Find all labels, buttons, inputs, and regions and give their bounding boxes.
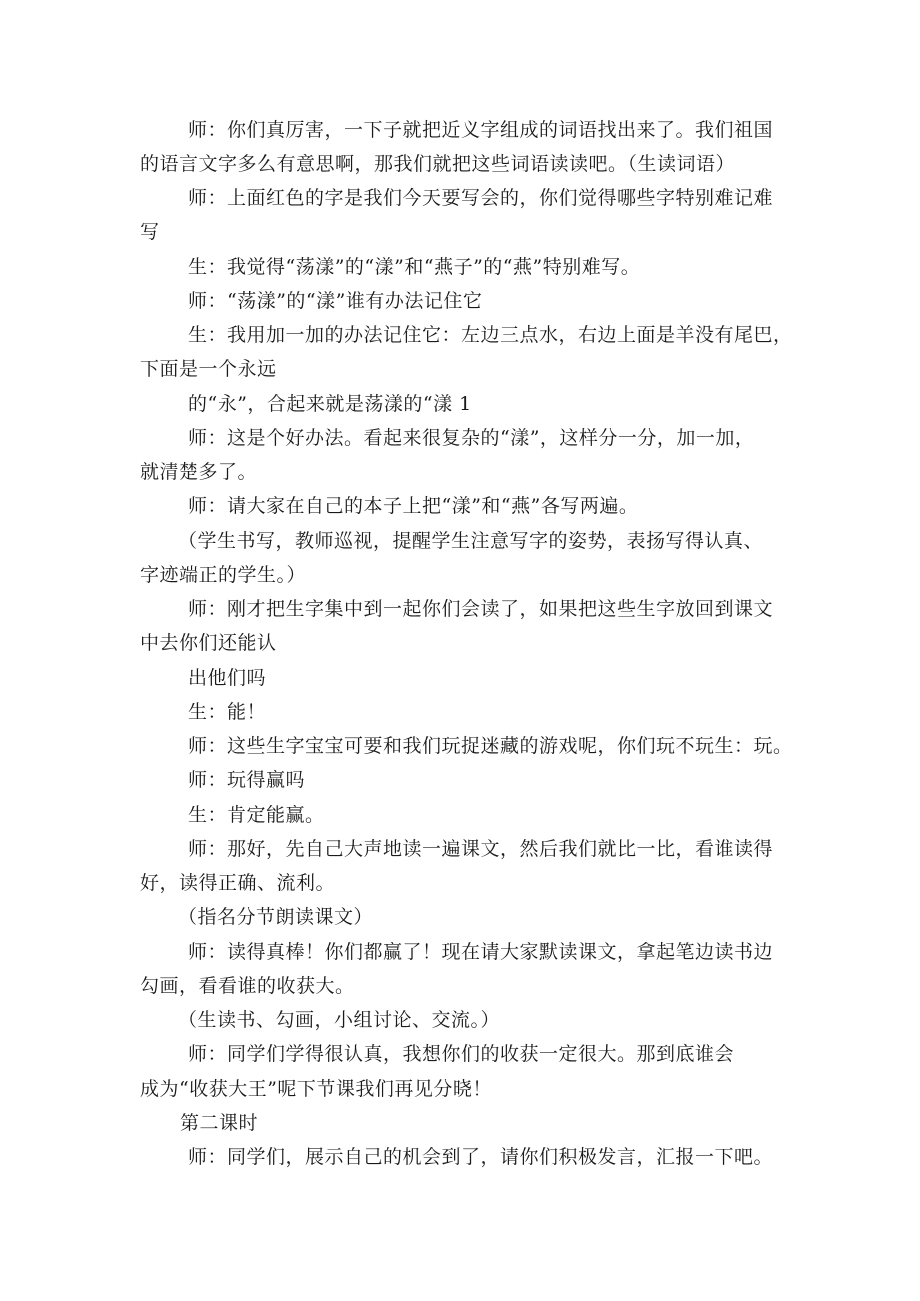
text-line: 生：能！: [188, 701, 267, 723]
text-line: 师：玩得赢吗: [188, 769, 306, 791]
text-line: 中去你们还能认: [140, 632, 277, 654]
text-line: 师：上面红色的字是我们今天要写会的，你们觉得哪些字特别难记难: [188, 187, 774, 209]
text-line: 成为“收获大王”呢下节课我们再见分晓！: [140, 1078, 492, 1100]
text-line: 生：肯定能赢。: [188, 804, 325, 826]
text-line: 师：这些生字宝宝可要和我们玩捉迷藏的游戏呢，你们玩不玩生：玩。: [188, 735, 793, 757]
text-line: （学生书写，教师巡视，提醒学生注意写字的姿势，表扬写得认真、: [178, 530, 764, 552]
text-line: 师：那好，先自己大声地读一遍课文，然后我们就比一比，看谁读得: [188, 838, 774, 860]
text-line: 师：读得真棒！你们都赢了！现在请大家默读课文，拿起笔边读书边: [188, 941, 774, 963]
text-line: 师：同学们，展示自己的机会到了，请你们积极发言，汇报一下吧。: [188, 1146, 774, 1168]
text-line: 出他们吗: [188, 667, 267, 689]
text-line: 师：请大家在自己的本子上把“漾”和“燕”各写两遍。: [188, 495, 639, 517]
text-line: 师：刚才把生字集中到一起你们会读了，如果把这些生字放回到课文: [188, 598, 774, 620]
text-line: 师：你们真厉害，一下子就把近义字组成的词语找出来了。我们祖国: [188, 119, 774, 141]
text-line: 的“永”，合起来就是荡漾的“漾 1: [188, 393, 472, 415]
text-line: 师：这是个好办法。看起来很复杂的“漾”，这样分一分，加一加，: [188, 427, 755, 449]
text-line: 好，读得正确、流利。: [140, 872, 336, 894]
text-line: 生：我觉得“荡漾”的“漾”和“燕子”的“燕”特别难写。: [188, 256, 641, 278]
text-line: （生读书、勾画，小组讨论、交流。）: [178, 1009, 501, 1031]
text-line: 字迹端正的学生。）: [140, 564, 307, 586]
text-line: 生：我用加一加的办法记住它：左边三点水，右边上面是羊没有尾巴，: [188, 324, 793, 346]
text-line: （指名分节朗读课文）: [178, 906, 374, 928]
text-line: 写: [140, 221, 160, 243]
text-line: 师：同学们学得很认真，我想你们的收获一定很大。那到底谁会: [188, 1043, 735, 1065]
text-line: 勾画，看看谁的收获大。: [140, 975, 355, 997]
text-line: 的语言文字多么有意思啊，那我们就把这些词语读读吧。（生读词语）: [140, 153, 736, 175]
section-heading: 第二课时: [180, 1112, 259, 1134]
text-line: 师：“荡漾”的“漾”谁有办法记住它: [188, 290, 483, 312]
text-line: 就清楚多了。: [140, 461, 258, 483]
text-line: 下面是一个永远: [140, 358, 277, 380]
